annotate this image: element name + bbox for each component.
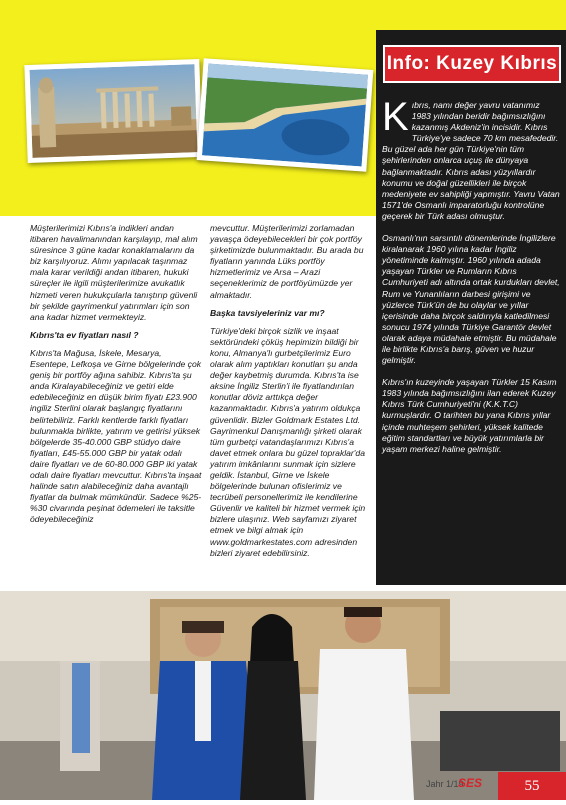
dropcap-letter: K bbox=[382, 95, 409, 139]
page-number: 55 bbox=[524, 778, 540, 794]
sidebar-paragraph: Kıbrıs'ın kuzeyinde yaşayan Türkler 15 Kasım 1983 yılında bağımsızlığını ilan ederek Kuzey Kıbrıs Türk Cumhuriyeti'ni (K.K.T.C) kurmuşlardır. O tarihten bu yana Kıbrıs yıllar içinde muhteşem şehirleri, yüksek kalitede eğitim standartları ve büyük yatırımlarla bir yaşam merkezi haline gelmiştir. bbox=[382, 377, 557, 454]
sidebar-text bbox=[382, 95, 560, 466]
magazine-logo: SES bbox=[458, 776, 483, 790]
article-paragraph: mevcuttur. Müşterilerimizi zorlamadan yavaşça ödeyebilecekleri bir çok portföy şirketimizde bulunmaktadır. Bu arada bu fiyatların yanında Lüks portföy hizmetlerimiz ve Arsa – Arazi seçeneklerimiz de portföyümüzde yer almaktadır. bbox=[210, 223, 364, 300]
info-title: Info: Kuzey Kıbrıs bbox=[386, 53, 558, 74]
article-question: Kıbrıs'ta ev fiyatları nasıl ? bbox=[30, 329, 139, 340]
sidebar-paragraph: Kıbrıs, namı değer yavru vatanımız 1983 yılından beridir bağımsızlığını kazanmış Akdeniz'in incisidir. Kıbrıs Türkiye'ye sadece 70 km mesafededir. Bu güzel ada her gün Türkiye'nin tüm şehirlerinden onlarca uçuş ile dünyaya bağlanmaktadır. Kıbrıs adası yüzyıllardır konumu ve doğal güzellikleri ile birçok medeniyete ev sahipliği yapmıştır. Yavru Vatan 1571'de Osmanlı imparatorluğu kontrolüne geçerek bir Türk adası olmuştur. bbox=[382, 95, 560, 221]
issue-date: Jahr 1/19 bbox=[426, 779, 464, 789]
coast-photo bbox=[197, 58, 374, 172]
article-paragraph: Müşterilerimizi Kıbrıs'a indikleri andan itibaren havalimanından karşılayıp, mal alım süresince 3 güne kadar konaklamalarını da biz karşılıyoruz. Alımı yapılacak taşınmaz mala karar verildiği andan itibaren, hukuki süreçler ile ilgili müşterilerimize avukatlık hizmeti veren hukukçularla tanıştırıp güvenli bir şekilde gayrimenkul yatırımları için son ana kadar hizmet vermekteyiz. bbox=[30, 223, 198, 322]
team-photo bbox=[0, 591, 566, 800]
article-paragraph: Türkiye'deki birçok sizlik ve inşaat sektöründeki çöküş hepimizin bildiği bir konu, Almanya'lı gurbetçilerimiz Euro olarak alım yaptıkları konutları şu anda değer kaybetmiş durumda. Kıbrıs'ta ise aksine İngiliz Sterlin'i ile fiyatlandırılan konutlar döviz arttıkça değer kazanmaktadır. Kıbrıs'a yatırım oldukça güvenlidir. Bizler Goldmark Estates Ltd. Gayrimenkul Danışmanlığı şirketi olarak tüm gurbetçi vatandaşlarımızı Kıbrıs'a davet etmek onlara bu güzel topraklar'da yatırım imkânlarını sunmak için sizlere geldik. İstanbul, Girne ve İskele bölgelerinde bulunan ofislerimiz ve tecrübeli personellerimiz ile kendilerine Güvenlir ve kaliteli bir hizmet vermek için bizlere ulaşınız. Web sayfamızı ziyaret etmek ve bilgi almak için www.goldmarkestates.com adresinden bizleri ziyaret edebilirsiniz. bbox=[210, 325, 366, 558]
ruins-photo bbox=[24, 59, 202, 163]
info-title-box bbox=[383, 45, 561, 83]
page-number-box bbox=[498, 772, 566, 800]
article-column-1 bbox=[30, 223, 202, 532]
article-question: Başka tavsiyeleriniz var mı? bbox=[210, 307, 325, 318]
article-paragraph: Kıbrıs'ta Mağusa, İskele, Mesarya, Esentepe, Lefkoşa ve Girne bölgelerinde çok geniş bir portföy ağına sahibiz. Kıbrıs'ta şu anda Kiralayabileceğiniz ve getiri elde edebileceğiniz en düşük birim fiyatı £23.900 ingiliz Sterlini olarak başlangıç fiyatlarını belirtebiliriz. Farklı kentlerde farklı fiyatları bulunmakla birlikte, yatırım ve getirisi yüksek bölgelerde 35-40.000 GBP stüdyo daire fiyatları, £45-55.000 GBP bir yatak odalı daire fiyatları ve de 60-80.000 GBP iki yatak odalı daire fiyatları mevcuttur. Kıbrıs'ta inşaat halinde satın alabileceğiniz daha avantajlı fiyatlar da bulmak mümkündür. Sadece %25-%30 civarında peşinat ödemeleri ile taksitle ödeyebileceğiniz bbox=[30, 347, 202, 525]
sidebar-paragraph: Osmanlı'nın sarsıntılı dönemlerinde İngilizlere kiralanarak 1960 yılına kadar İngiliz yönetiminde kalmıştır. 1960 yılında adada yaşayan Türkler ve Rumların Kıbrıs Cumhuriyeti adı altında ortak kurdukları devlet, Rum ve Yunanlıların darbesi girişimi ve yüzlerce Türk'ün de bu olaylar ve yıllar içerisinde daha birçok saldırıyla katledilmesi sonucu 1974 yılında Türkiye Garantör devlet olarak adaya müdahale etmiştir. Bu müdahale ile birlikte Kıbrıs'a barış, güven ve huzur gelmiştir. bbox=[382, 233, 560, 366]
article-column-2 bbox=[210, 223, 373, 566]
